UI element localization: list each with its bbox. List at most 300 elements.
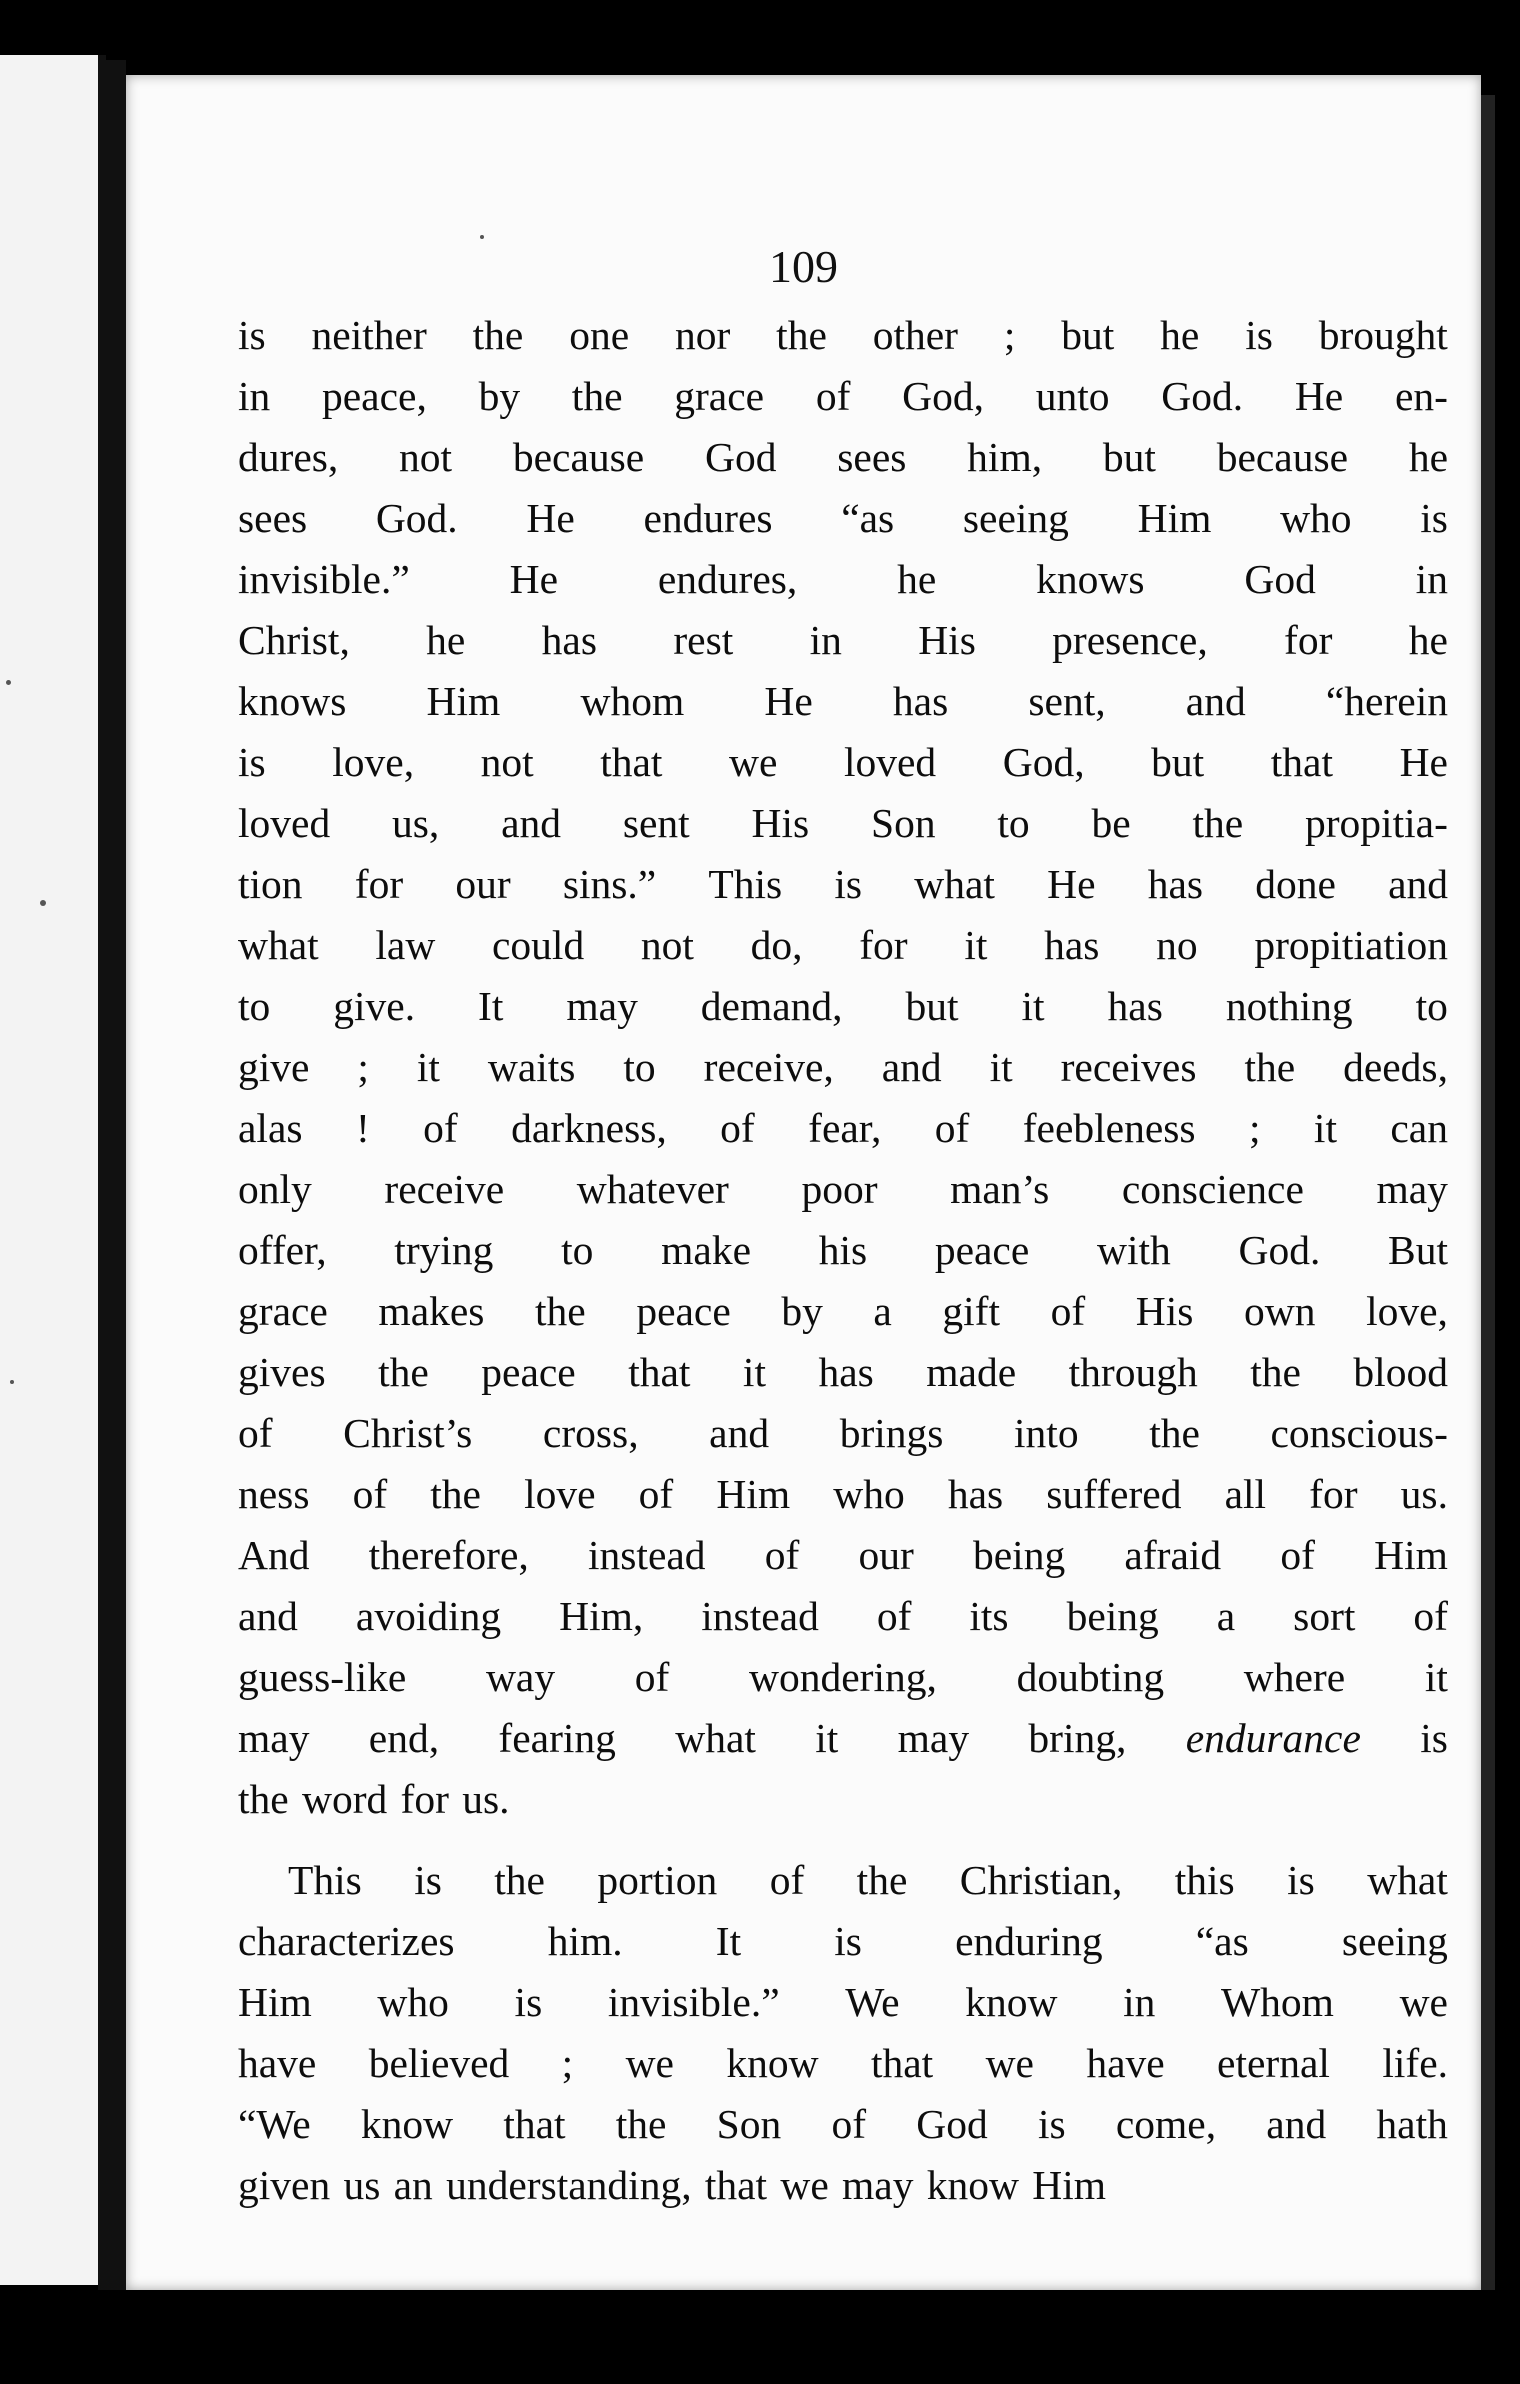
word: our bbox=[455, 861, 511, 907]
word: of bbox=[1050, 1288, 1086, 1334]
word: peace bbox=[636, 1288, 731, 1334]
word: a bbox=[1216, 1593, 1236, 1639]
text-line bbox=[238, 1037, 1448, 1098]
word: therefore, bbox=[368, 1532, 529, 1578]
word: sees bbox=[837, 434, 907, 480]
word: it bbox=[1424, 1654, 1448, 1700]
scan-speck bbox=[40, 900, 46, 906]
word: know bbox=[360, 2101, 454, 2147]
word: alas bbox=[238, 1105, 303, 1151]
word: but bbox=[1061, 312, 1115, 358]
word: we bbox=[1399, 1979, 1448, 2025]
word: may bbox=[238, 1715, 310, 1761]
word: sent bbox=[622, 800, 690, 846]
word: man’s bbox=[950, 1166, 1050, 1212]
word: we bbox=[780, 2162, 829, 2208]
word: the bbox=[472, 312, 524, 358]
word: His bbox=[751, 800, 810, 846]
word: conscious- bbox=[1270, 1410, 1448, 1456]
word: in bbox=[1123, 1979, 1156, 2025]
word: conscience bbox=[1121, 1166, 1304, 1212]
word: is bbox=[1245, 312, 1273, 358]
word: who bbox=[833, 1471, 905, 1517]
word: he bbox=[1160, 312, 1200, 358]
text-line bbox=[238, 1281, 1448, 1342]
word: and bbox=[1388, 861, 1448, 907]
word: him, bbox=[967, 434, 1043, 480]
word: his bbox=[818, 1227, 868, 1273]
word: has bbox=[818, 1349, 874, 1395]
word: God. bbox=[1161, 373, 1244, 419]
word: is bbox=[514, 1979, 543, 2025]
word: peace bbox=[481, 1349, 576, 1395]
word: unto bbox=[1035, 373, 1110, 419]
word: that bbox=[600, 739, 663, 785]
word: the bbox=[378, 1349, 429, 1395]
text-line bbox=[238, 1586, 1448, 1647]
word: who bbox=[377, 1979, 449, 2025]
word: Him bbox=[238, 1979, 312, 2025]
word: fearing bbox=[498, 1715, 616, 1761]
word: for bbox=[1309, 1471, 1358, 1517]
page-right-edge bbox=[1481, 95, 1495, 2290]
word: but bbox=[905, 983, 959, 1029]
word: He bbox=[1294, 373, 1344, 419]
text-line bbox=[238, 1098, 1448, 1159]
word: is bbox=[834, 861, 863, 907]
word: come, bbox=[1115, 2101, 1217, 2147]
word: done bbox=[1255, 861, 1336, 907]
word: “as bbox=[1195, 1918, 1249, 1964]
word: Christian, bbox=[959, 1857, 1123, 1903]
word: characterizes bbox=[238, 1918, 455, 1964]
word: because bbox=[1216, 434, 1349, 480]
word: of bbox=[934, 1105, 970, 1151]
word: receives bbox=[1060, 1044, 1197, 1090]
word: it bbox=[742, 1349, 766, 1395]
word: he bbox=[1408, 434, 1448, 480]
word: ; bbox=[1003, 312, 1016, 358]
word: sent, bbox=[1028, 678, 1106, 724]
word: Son bbox=[870, 800, 936, 846]
word: God, bbox=[1002, 739, 1085, 785]
word: is bbox=[238, 739, 266, 785]
word: it bbox=[1021, 983, 1045, 1029]
word: knows bbox=[1036, 556, 1145, 602]
word: trying bbox=[394, 1227, 494, 1273]
word: It bbox=[715, 1918, 742, 1964]
word: has bbox=[892, 678, 949, 724]
word: ! bbox=[355, 1105, 370, 1151]
word: And bbox=[238, 1532, 310, 1578]
word: has bbox=[541, 617, 597, 663]
word: the bbox=[238, 1776, 289, 1822]
word: for bbox=[354, 861, 404, 907]
word: demand, bbox=[700, 983, 843, 1029]
word: only bbox=[238, 1166, 312, 1212]
word: of bbox=[815, 373, 851, 419]
word: is bbox=[1420, 495, 1448, 541]
page-body-text bbox=[238, 305, 1448, 2216]
word: know bbox=[965, 1979, 1058, 2025]
word: invisible.” bbox=[607, 1979, 780, 2025]
word: our bbox=[858, 1532, 914, 1578]
word: gives bbox=[238, 1349, 326, 1395]
word: whatever bbox=[576, 1166, 729, 1212]
text-line bbox=[238, 976, 1448, 1037]
word: guess-like bbox=[238, 1654, 407, 1700]
word: wondering, bbox=[749, 1654, 937, 1700]
word: waits bbox=[487, 1044, 576, 1090]
word: word bbox=[301, 1776, 388, 1822]
word: Him bbox=[716, 1471, 791, 1517]
word: all bbox=[1224, 1471, 1267, 1517]
word: hath bbox=[1376, 2101, 1448, 2147]
word: know bbox=[726, 2040, 819, 2086]
word: is bbox=[238, 312, 266, 358]
left-page-edge bbox=[0, 55, 106, 2285]
text-line bbox=[238, 732, 1448, 793]
word: instead bbox=[587, 1532, 706, 1578]
word: of bbox=[352, 1471, 388, 1517]
word: “We bbox=[238, 2101, 311, 2147]
word: life. bbox=[1382, 2040, 1448, 2086]
word: His bbox=[918, 617, 976, 663]
word: Him bbox=[1374, 1532, 1448, 1578]
text-line bbox=[238, 1769, 1448, 1830]
word: him. bbox=[547, 1918, 623, 1964]
word: endures, bbox=[657, 556, 798, 602]
word: the bbox=[1149, 1410, 1200, 1456]
word: we bbox=[729, 739, 778, 785]
book-spine-gutter bbox=[98, 60, 126, 2290]
word: way bbox=[485, 1654, 556, 1700]
word: Him bbox=[426, 678, 501, 724]
word: is bbox=[414, 1857, 442, 1903]
text-line bbox=[238, 488, 1448, 549]
word: by bbox=[781, 1288, 823, 1334]
word: the bbox=[776, 312, 827, 358]
scan-speck bbox=[10, 1380, 14, 1384]
text-line bbox=[238, 1525, 1448, 1586]
word: law bbox=[375, 922, 436, 968]
word: have bbox=[1086, 2040, 1165, 2086]
word: love, bbox=[1366, 1288, 1448, 1334]
word: for bbox=[859, 922, 908, 968]
word: Christ’s bbox=[343, 1410, 473, 1456]
word: God bbox=[704, 434, 777, 480]
word: nothing bbox=[1225, 983, 1353, 1029]
word: ness bbox=[238, 1471, 310, 1517]
word: the bbox=[615, 2101, 667, 2147]
word: that bbox=[704, 2162, 768, 2208]
word: presence, bbox=[1052, 617, 1208, 663]
word: avoiding bbox=[355, 1593, 502, 1639]
word: us bbox=[343, 2162, 381, 2208]
word: God, bbox=[902, 373, 984, 419]
word: it bbox=[989, 1044, 1013, 1090]
word: he bbox=[426, 617, 466, 663]
word: that bbox=[870, 2040, 934, 2086]
word: have bbox=[238, 2040, 317, 2086]
word: us. bbox=[1400, 1471, 1448, 1517]
word: into bbox=[1014, 1410, 1079, 1456]
word: This bbox=[708, 861, 783, 907]
word: understanding, bbox=[446, 2162, 692, 2208]
text-line bbox=[238, 2033, 1448, 2094]
paragraph-gap bbox=[238, 1830, 1448, 1850]
word: and bbox=[881, 1044, 942, 1090]
word: endures bbox=[643, 495, 773, 541]
word: is bbox=[1037, 2101, 1066, 2147]
word: This bbox=[288, 1857, 362, 1903]
text-line bbox=[238, 1911, 1448, 1972]
word: is bbox=[834, 1918, 862, 1964]
word: and bbox=[1185, 678, 1246, 724]
word: propitiation bbox=[1254, 922, 1448, 968]
word: and bbox=[501, 800, 562, 846]
word: what bbox=[238, 922, 319, 968]
text-line bbox=[238, 793, 1448, 854]
word: us. bbox=[462, 1776, 510, 1822]
word: because bbox=[512, 434, 645, 480]
word: what bbox=[675, 1715, 756, 1761]
word: propitia- bbox=[1304, 800, 1448, 846]
word: fear, bbox=[808, 1105, 882, 1151]
word: and bbox=[709, 1410, 770, 1456]
word: it bbox=[416, 1044, 440, 1090]
word: “herein bbox=[1325, 678, 1448, 724]
word: brings bbox=[839, 1410, 944, 1456]
word: be bbox=[1091, 800, 1131, 846]
word: could bbox=[492, 922, 585, 968]
word: But bbox=[1388, 1227, 1448, 1273]
word: of bbox=[634, 1654, 670, 1700]
word: He bbox=[764, 678, 813, 724]
word: Son bbox=[716, 2101, 782, 2147]
word: we bbox=[985, 2040, 1034, 2086]
word: but bbox=[1102, 434, 1156, 480]
word: brought bbox=[1318, 312, 1448, 358]
paragraph bbox=[238, 1850, 1448, 2216]
word: the bbox=[1250, 1349, 1301, 1395]
word: the bbox=[856, 1857, 908, 1903]
word: may bbox=[1376, 1166, 1448, 1212]
word: He bbox=[1047, 861, 1096, 907]
word: a bbox=[873, 1288, 892, 1334]
word: whom bbox=[580, 678, 685, 724]
word: love bbox=[524, 1471, 596, 1517]
word: Whom bbox=[1220, 1979, 1334, 2025]
word: We bbox=[845, 1979, 900, 2025]
word: peace, bbox=[322, 373, 427, 419]
word: He bbox=[526, 495, 575, 541]
word: that bbox=[628, 1349, 691, 1395]
word: to bbox=[561, 1227, 594, 1273]
word: grace bbox=[674, 373, 765, 419]
word: what bbox=[914, 861, 995, 907]
word: give. bbox=[333, 983, 416, 1029]
word: believed bbox=[368, 2040, 510, 2086]
word: feebleness bbox=[1022, 1105, 1196, 1151]
word: the bbox=[494, 1857, 545, 1903]
word: its bbox=[969, 1593, 1009, 1639]
word: peace bbox=[934, 1227, 1030, 1273]
word: has bbox=[1107, 983, 1163, 1029]
word: where bbox=[1243, 1654, 1346, 1700]
word: God bbox=[1244, 556, 1316, 602]
text-line bbox=[238, 1850, 1448, 1911]
word: end, bbox=[368, 1715, 440, 1761]
word: instead bbox=[701, 1593, 819, 1639]
word: God bbox=[916, 2101, 988, 2147]
word: loved bbox=[843, 739, 937, 785]
word: the bbox=[571, 373, 623, 419]
word: invisible.” bbox=[238, 556, 410, 602]
word: is bbox=[1287, 1857, 1315, 1903]
word: neither bbox=[311, 312, 427, 358]
text-line bbox=[238, 305, 1448, 366]
word: in bbox=[238, 373, 271, 419]
word: to bbox=[997, 800, 1030, 846]
text-line bbox=[238, 366, 1448, 427]
word: an bbox=[393, 2162, 433, 2208]
word: not bbox=[399, 434, 453, 480]
word: Him, bbox=[559, 1593, 644, 1639]
word: of bbox=[423, 1105, 458, 1151]
word: and bbox=[1266, 2101, 1327, 2147]
word: bring, bbox=[1028, 1715, 1127, 1761]
text-line bbox=[238, 1647, 1448, 1708]
text-line bbox=[238, 427, 1448, 488]
word: grace bbox=[238, 1288, 328, 1334]
word: but bbox=[1151, 739, 1205, 785]
text-line bbox=[238, 1403, 1448, 1464]
word: to bbox=[1415, 983, 1448, 1029]
word: blood bbox=[1353, 1349, 1448, 1395]
word: portion bbox=[597, 1857, 718, 1903]
word: he bbox=[897, 556, 937, 602]
word: sees bbox=[238, 495, 308, 541]
word: and bbox=[238, 1593, 298, 1639]
word: seeing bbox=[1341, 1918, 1448, 1964]
word: has bbox=[1147, 861, 1204, 907]
word: we bbox=[625, 2040, 674, 2086]
text-line bbox=[238, 1159, 1448, 1220]
text-line bbox=[238, 2155, 1448, 2216]
word: he bbox=[1408, 617, 1448, 663]
word: being bbox=[973, 1532, 1066, 1578]
word: Him bbox=[1137, 495, 1212, 541]
word: for bbox=[400, 1776, 449, 1822]
word: give bbox=[238, 1044, 310, 1090]
word: may bbox=[566, 983, 638, 1029]
text-line bbox=[238, 610, 1448, 671]
word: receive bbox=[384, 1166, 505, 1212]
word: who bbox=[1280, 495, 1352, 541]
word: of bbox=[720, 1105, 755, 1151]
word: endurance bbox=[1185, 1715, 1361, 1761]
word: to bbox=[238, 983, 271, 1029]
word: eternal bbox=[1217, 2040, 1330, 2086]
word: darkness, bbox=[511, 1105, 667, 1151]
word: for bbox=[1284, 617, 1333, 663]
word: do, bbox=[750, 922, 803, 968]
text-line bbox=[238, 1342, 1448, 1403]
word: It bbox=[478, 983, 504, 1029]
word: of bbox=[831, 2101, 867, 2147]
word: what bbox=[1367, 1857, 1448, 1903]
word: loved bbox=[238, 800, 331, 846]
text-line bbox=[238, 2094, 1448, 2155]
word: gift bbox=[942, 1288, 1001, 1334]
word: knows bbox=[238, 678, 347, 724]
word: love, bbox=[332, 739, 415, 785]
word: the bbox=[1192, 800, 1244, 846]
word: His bbox=[1135, 1288, 1194, 1334]
word: of bbox=[1413, 1593, 1448, 1639]
word: has bbox=[1044, 922, 1100, 968]
word: receive, bbox=[703, 1044, 834, 1090]
word: God. bbox=[1238, 1227, 1321, 1273]
word: no bbox=[1156, 922, 1198, 968]
word: of bbox=[638, 1471, 674, 1517]
word: offer, bbox=[238, 1227, 327, 1273]
word: has bbox=[947, 1471, 1004, 1517]
word: us, bbox=[392, 800, 440, 846]
word: not bbox=[640, 922, 694, 968]
word: ; bbox=[357, 1044, 369, 1090]
word: it bbox=[815, 1715, 839, 1761]
word: suffered bbox=[1046, 1471, 1182, 1517]
word: can bbox=[1390, 1105, 1448, 1151]
word: God. bbox=[375, 495, 458, 541]
word: through bbox=[1068, 1349, 1198, 1395]
word: given bbox=[238, 2162, 331, 2208]
word: enduring bbox=[955, 1918, 1103, 1964]
word: own bbox=[1244, 1288, 1316, 1334]
word: know bbox=[926, 2162, 1019, 2208]
word: dures, bbox=[238, 434, 339, 480]
word: of bbox=[238, 1410, 273, 1456]
word: afraid bbox=[1124, 1532, 1222, 1578]
word: in bbox=[1415, 556, 1448, 602]
word: of bbox=[769, 1857, 805, 1903]
word: of bbox=[1280, 1532, 1315, 1578]
word: seeing bbox=[962, 495, 1069, 541]
text-line bbox=[238, 1972, 1448, 2033]
word: doubting bbox=[1016, 1654, 1165, 1700]
word: of bbox=[764, 1532, 800, 1578]
word: Him bbox=[1032, 2162, 1106, 2208]
word: Christ, bbox=[238, 617, 350, 663]
text-line bbox=[238, 854, 1448, 915]
word: made bbox=[926, 1349, 1017, 1395]
word: the bbox=[1244, 1044, 1296, 1090]
word: “as bbox=[841, 495, 895, 541]
word: make bbox=[661, 1227, 751, 1273]
word: nor bbox=[674, 312, 731, 358]
word: may bbox=[897, 1715, 970, 1761]
word: one bbox=[569, 312, 630, 358]
text-line bbox=[238, 1220, 1448, 1281]
word: may bbox=[842, 2162, 914, 2208]
book-page bbox=[126, 75, 1481, 2290]
word: rest bbox=[673, 617, 734, 663]
word: sort bbox=[1293, 1593, 1356, 1639]
word: sins.” bbox=[562, 861, 657, 907]
text-line bbox=[238, 671, 1448, 732]
